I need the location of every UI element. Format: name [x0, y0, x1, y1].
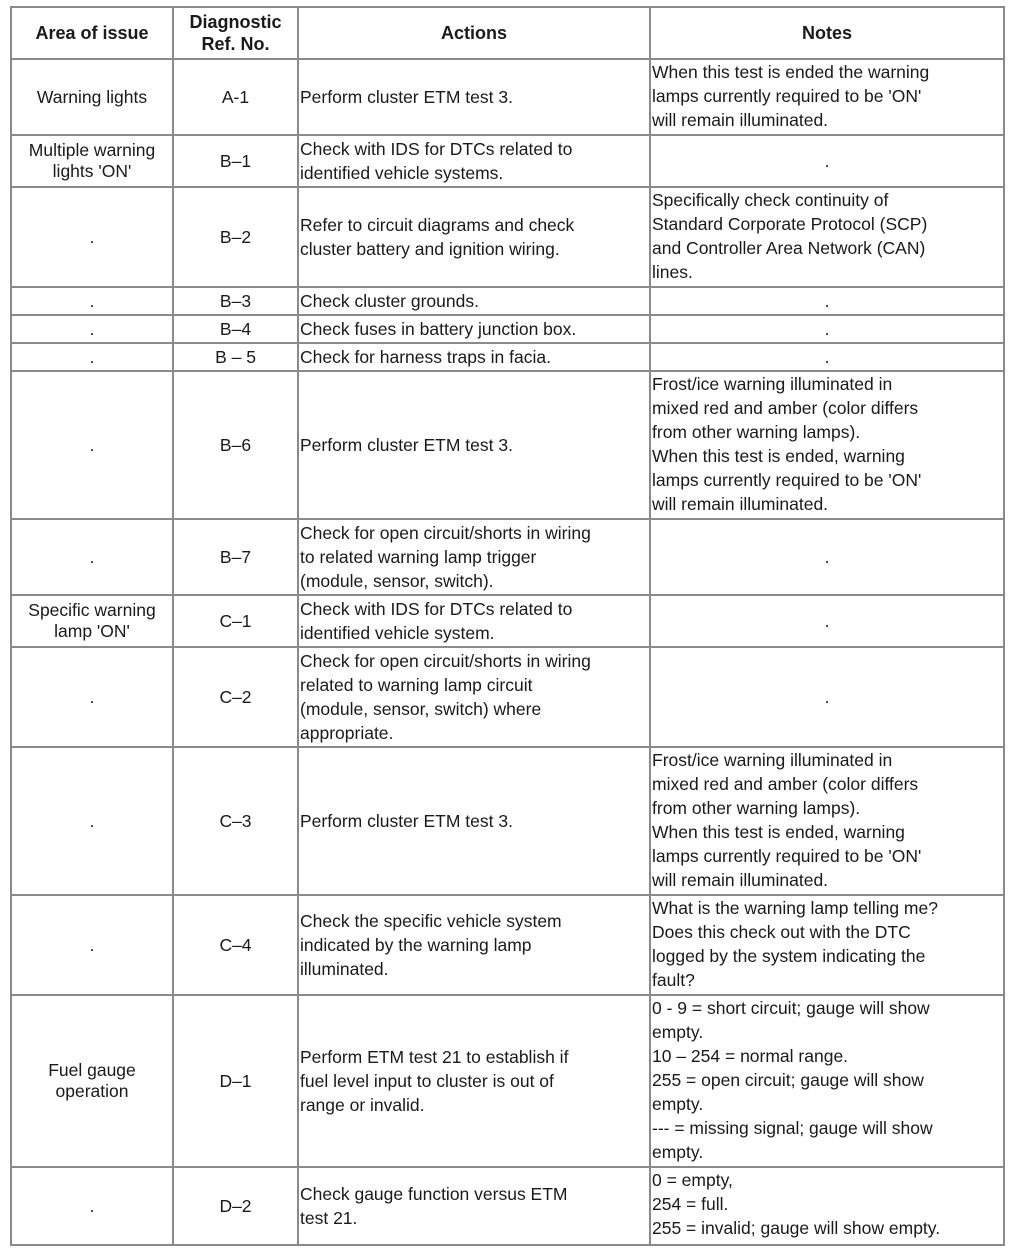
table-row: [11, 995, 1004, 1167]
notes-cell-text: Frost/ice warning illuminated in mixed red and amber (color differs from other warning lamps). When this test is ended, warning lamps currently required to be 'ON' will remain illuminated.: [652, 374, 922, 514]
area-cell-text: .: [89, 934, 95, 955]
action-cell-text: Perform cluster ETM test 3.: [300, 87, 513, 107]
action-cell: [298, 287, 650, 315]
notes-cell: [650, 1167, 1004, 1245]
ref-cell-text: D–1: [219, 1071, 252, 1091]
area-cell: [11, 187, 173, 287]
action-cell: [298, 343, 650, 371]
header-row: [11, 7, 1004, 59]
notes-cell-text: .: [824, 291, 830, 311]
table-row: [11, 371, 1004, 519]
ref-cell-text: B–3: [219, 291, 252, 311]
action-cell-text: Perform cluster ETM test 3.: [300, 435, 513, 455]
ref-cell: [173, 371, 298, 519]
action-cell: [298, 647, 650, 747]
ref-cell: [173, 343, 298, 371]
area-cell: [11, 647, 173, 747]
action-cell: [298, 519, 650, 595]
area-cell-text: .: [89, 546, 95, 567]
ref-cell-text: B–7: [219, 547, 252, 567]
action-cell-text: Refer to circuit diagrams and check cluster battery and ignition wiring.: [300, 215, 575, 259]
notes-cell: [650, 895, 1004, 995]
action-cell-text: Perform cluster ETM test 3.: [300, 811, 513, 831]
header-actions: Actions: [298, 7, 650, 59]
table-row: [11, 647, 1004, 747]
notes-cell-text: .: [824, 687, 830, 707]
area-cell: [11, 519, 173, 595]
header-area: Area of issue: [11, 7, 173, 59]
notes-cell-text: .: [824, 319, 830, 339]
action-cell-text: Check the specific vehicle system indicated by the warning lamp illuminated.: [300, 911, 562, 979]
area-cell-text: .: [89, 434, 95, 455]
notes-cell-text: Frost/ice warning illuminated in mixed red and amber (color differs from other warning lamps). When this test is ended, warning lamps currently required to be 'ON' will remain illuminated.: [652, 750, 922, 890]
area-cell-text: Multiple warning lights 'ON': [28, 140, 156, 181]
table-row: [11, 1167, 1004, 1245]
action-cell-text: Check with IDS for DTCs related to identified vehicle systems.: [300, 139, 573, 183]
area-cell-text: .: [89, 686, 95, 707]
action-cell-text: Check for harness traps in facia.: [300, 347, 551, 367]
notes-cell: [650, 747, 1004, 895]
ref-cell-text: C–3: [219, 811, 252, 831]
ref-cell: [173, 187, 298, 287]
notes-cell-text: When this test is ended the warning lamps currently required to be 'ON' will remain illuminated.: [652, 62, 930, 130]
ref-cell-text: C–4: [219, 935, 252, 955]
ref-cell: [173, 315, 298, 343]
action-cell-text: Check gauge function versus ETM test 21.: [300, 1184, 568, 1228]
area-cell: [11, 371, 173, 519]
action-cell-text: Check for open circuit/shorts in wiring to related warning lamp trigger (module, sensor, switch).: [300, 523, 591, 591]
header-notes: Notes: [650, 7, 1004, 59]
ref-cell: [173, 995, 298, 1167]
area-cell-text: Specific warning lamp 'ON': [28, 600, 156, 641]
action-cell: [298, 315, 650, 343]
table-row: [11, 287, 1004, 315]
action-cell: [298, 1167, 650, 1245]
area-cell: [11, 287, 173, 315]
notes-cell: [650, 287, 1004, 315]
area-cell-text: .: [89, 346, 95, 367]
area-cell-text: .: [89, 1195, 95, 1216]
table-row: [11, 315, 1004, 343]
ref-cell-text: C–2: [219, 687, 252, 707]
area-cell: [11, 1167, 173, 1245]
table-row: [11, 343, 1004, 371]
action-cell-text: Perform ETM test 21 to establish if fuel level input to cluster is out of range or invalid.: [300, 1047, 569, 1115]
ref-cell: [173, 1167, 298, 1245]
ref-cell: [173, 135, 298, 187]
area-cell: [11, 59, 173, 135]
area-cell: [11, 595, 173, 647]
ref-cell-text: A-1: [221, 87, 250, 107]
action-cell: [298, 995, 650, 1167]
ref-cell: [173, 747, 298, 895]
area-cell-text: .: [89, 226, 95, 247]
area-cell-text: .: [89, 290, 95, 311]
area-cell: [11, 747, 173, 895]
action-cell-text: Check fuses in battery junction box.: [300, 319, 577, 339]
ref-cell-text: D–2: [219, 1196, 252, 1216]
notes-cell-text: .: [824, 611, 830, 631]
ref-cell-text: C–1: [219, 611, 252, 631]
table-row: [11, 59, 1004, 135]
action-cell: [298, 59, 650, 135]
header-ref: Diagnostic Ref. No.: [173, 7, 298, 59]
ref-cell: [173, 519, 298, 595]
notes-cell-text: .: [824, 151, 830, 171]
area-cell: [11, 343, 173, 371]
ref-cell-text: B–6: [219, 435, 252, 455]
action-cell: [298, 135, 650, 187]
notes-cell-text: Specifically check continuity of Standard Corporate Protocol (SCP) and Controller Area Network (CAN) lines.: [652, 190, 928, 282]
notes-cell: [650, 647, 1004, 747]
action-cell: [298, 595, 650, 647]
action-cell-text: Check for open circuit/shorts in wiring related to warning lamp circuit (module, sensor, switch) where appropriate.: [300, 651, 591, 743]
table-row: [11, 595, 1004, 647]
area-cell: [11, 995, 173, 1167]
ref-cell-text: B–2: [219, 227, 252, 247]
notes-cell: [650, 519, 1004, 595]
ref-cell: [173, 287, 298, 315]
notes-cell: [650, 135, 1004, 187]
action-cell-text: Check cluster grounds.: [300, 291, 479, 311]
notes-cell: [650, 187, 1004, 287]
notes-cell: [650, 343, 1004, 371]
area-cell-text: .: [89, 810, 95, 831]
notes-cell: [650, 371, 1004, 519]
table-row: [11, 187, 1004, 287]
notes-cell-text: .: [824, 347, 830, 367]
notes-cell-text: 0 = empty, 254 = full. 255 = invalid; gauge will show empty.: [652, 1170, 941, 1238]
ref-cell: [173, 895, 298, 995]
area-cell-text: Warning lights: [36, 86, 148, 107]
area-cell: [11, 315, 173, 343]
area-cell-text: Fuel gauge operation: [48, 1060, 136, 1101]
notes-cell-text: .: [824, 547, 830, 567]
action-cell: [298, 187, 650, 287]
ref-cell: [173, 59, 298, 135]
action-cell: [298, 895, 650, 995]
notes-cell: [650, 995, 1004, 1167]
notes-cell-text: 0 - 9 = short circuit; gauge will show empty. 10 – 254 = normal range. 255 = open circuit; gauge will show empty. --- = missing signal; gauge will show empty.: [652, 998, 933, 1162]
action-cell: [298, 371, 650, 519]
notes-cell-text: What is the warning lamp telling me? Does this check out with the DTC logged by the system indicating the fault?: [652, 898, 938, 990]
area-cell-text: .: [89, 318, 95, 339]
area-cell: [11, 135, 173, 187]
table-row: [11, 747, 1004, 895]
action-cell: [298, 747, 650, 895]
notes-cell: [650, 315, 1004, 343]
diagnostic-table: [10, 6, 1005, 1246]
notes-cell: [650, 595, 1004, 647]
ref-cell: [173, 595, 298, 647]
ref-cell-text: B–1: [219, 151, 252, 171]
notes-cell: [650, 59, 1004, 135]
ref-cell-text: B–4: [219, 319, 252, 339]
table-row: [11, 895, 1004, 995]
action-cell-text: Check with IDS for DTCs related to identified vehicle system.: [300, 599, 573, 643]
table-row: [11, 135, 1004, 187]
ref-cell-text: B – 5: [215, 347, 256, 367]
table-row: [11, 519, 1004, 595]
area-cell: [11, 895, 173, 995]
ref-cell: [173, 647, 298, 747]
